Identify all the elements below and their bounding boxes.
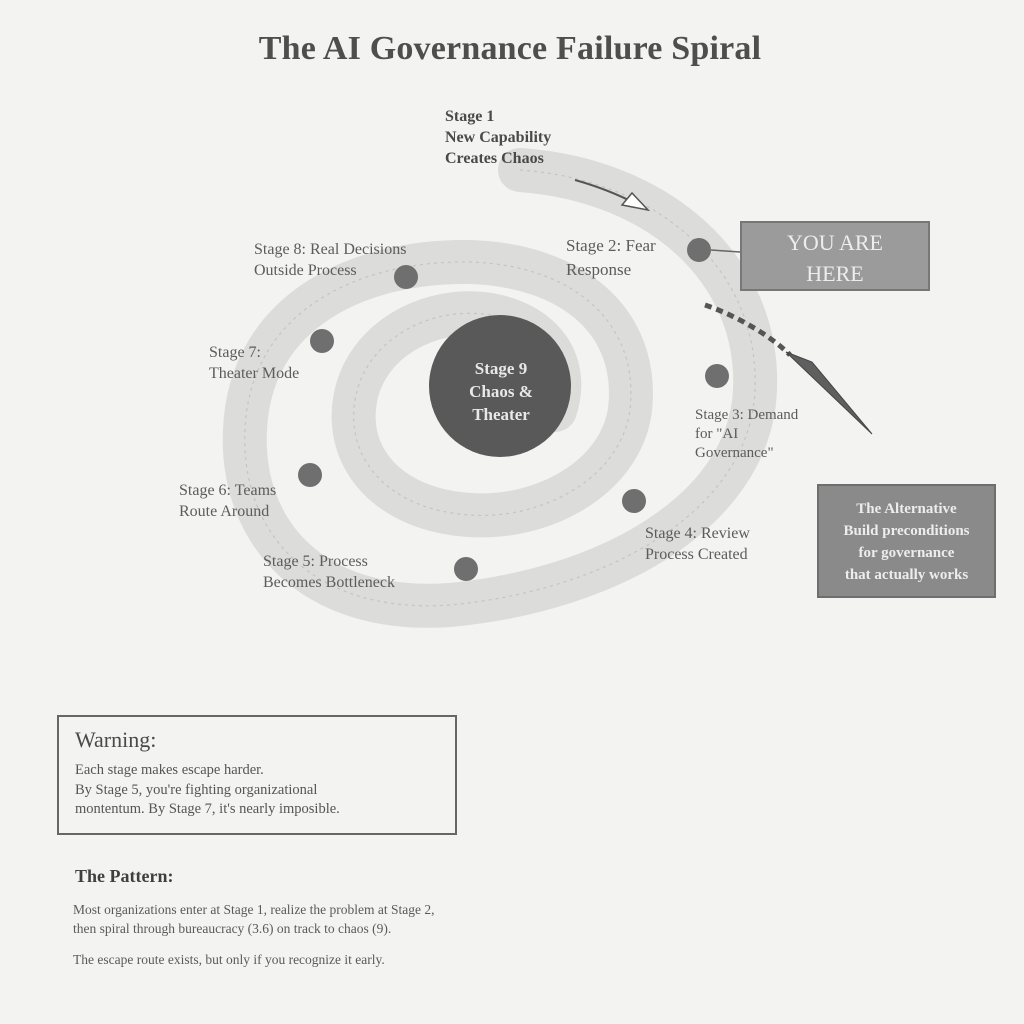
alternative-box: The Alternative Build preconditions for governance that actually works [817,484,996,598]
stage5-label: Stage 5: Process Becomes Bottleneck [263,553,395,591]
pattern-paragraph-1: Most organizations enter at Stage 1, realize the problem at Stage 2, then spiral through bureaucracy (3.6) on track to chaos (9). [73,902,435,936]
stage6-node [298,463,322,487]
diagram-title: The AI Governance Failure Spiral [258,30,762,67]
stage3-label: Stage 3: Demand for "AI Governance" [695,407,799,461]
warning-line: By Stage 5, you're fighting organizational [75,781,318,798]
stage7-node [310,329,334,353]
stage7-label: Stage 7: Theater Mode [209,344,300,382]
stage5-node [454,557,478,581]
stage3-node [705,364,729,388]
warning-line: Each stage makes escape harder. [75,762,264,778]
stage2-label: Stage 2: Fear Response [566,236,656,279]
warning-box [57,715,457,835]
stage6-label: Stage 6: Teams Route Around [179,482,277,520]
you-are-here-box: YOU ARE HERE [740,221,930,291]
stage9-label: Stage 9 Chaos & Theater [469,359,533,424]
pattern-title: The Pattern: [75,866,174,886]
escape-route-arrowhead [786,352,872,434]
stage2-node [687,238,711,262]
stage4-node [622,489,646,513]
warning-title: Warning: [75,727,157,752]
stage4-label: Stage 4: Review Process Created [645,525,750,563]
warning-line: montentum. By Stage 7, it's nearly imposible. [75,801,340,817]
stage8-label: Stage 8: Real Decisions Outside Process [254,241,407,279]
stage1-label: Stage 1 New Capability Creates Chaos [445,108,552,167]
pattern-paragraph-2: The escape route exists, but only if you recognize it early. [73,952,385,967]
